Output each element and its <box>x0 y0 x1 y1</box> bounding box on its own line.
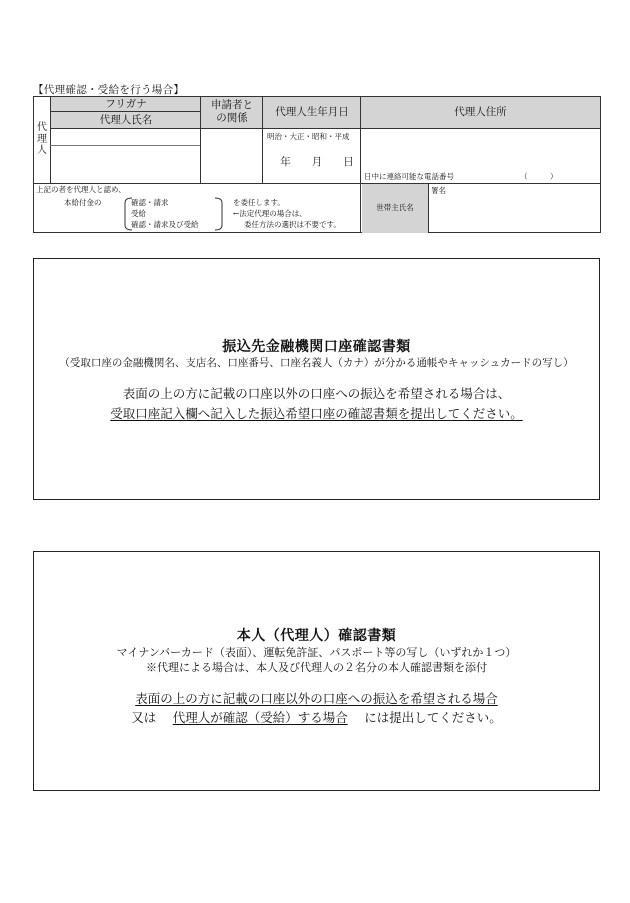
delegation-suffix2: ←法定代理の場合は、 <box>233 209 307 218</box>
phone-label: 日中に連絡可能な電話番号 <box>364 172 454 181</box>
furigana-label: フリガナ <box>105 98 147 110</box>
dob-label: 代理人生年月日 <box>275 106 349 118</box>
proxy-furigana-field[interactable] <box>51 129 200 145</box>
identity-docs-box <box>33 551 600 791</box>
delegation-prefix: 本給付金の <box>64 198 102 207</box>
proxy-table <box>33 96 601 233</box>
name-label: 代理人氏名 <box>99 114 153 126</box>
proxy-section-title: 【代理確認・受給を行う場合】 <box>33 84 185 96</box>
householder-label: 世帯主氏名 <box>376 203 414 212</box>
signature-field[interactable] <box>429 196 600 233</box>
relation-label: 申請者との関係 <box>211 99 253 125</box>
id-docs-line4-underlined: 代理人が確認（受給）する場合 <box>172 710 348 725</box>
relation-field[interactable] <box>201 129 262 183</box>
delegation-suffix3: 委任方法の選択は不要です。 <box>244 220 341 229</box>
delegation-suffix1: を委任します。 <box>233 198 285 207</box>
bank-account-docs-box <box>33 258 600 500</box>
bank-docs-heading: 振込先金融機関口座確認書類 <box>222 339 411 355</box>
proxy-side-label: 代理人 <box>37 122 47 156</box>
id-docs-line3: 表面の上の方に記載の口座以外の口座への振込を希望される場合 <box>135 691 498 706</box>
id-docs-line4-suffix: には提出してください。 <box>364 710 502 725</box>
option-confirm-request[interactable]: 確認・請求 <box>131 198 169 207</box>
era-options[interactable]: 明治・大正・昭和・平成 <box>267 132 350 141</box>
bank-docs-line2: 受取口座記入欄へ記入した振込希望口座の確認書類を提出してください。 <box>110 406 523 421</box>
id-docs-heading: 本人（代理人）確認書類 <box>236 628 397 644</box>
address-label: 代理人住所 <box>454 106 507 118</box>
proxy-name-field[interactable] <box>51 146 200 183</box>
dob-ymd[interactable]: 年 月 日 <box>280 156 354 168</box>
right-bracket-icon <box>213 197 225 231</box>
bank-docs-line1: 表面の上の方に記載の口座以外の口座への振込を希望される場合は、 <box>122 386 511 401</box>
id-docs-line4 <box>34 708 599 726</box>
signature-label: 署名 <box>431 186 446 195</box>
bank-docs-subtitle: （受取口座の金融機関名、支店名、口座番号、口座名義人（カナ）が分かる通帳やキャッシュカードの写し） <box>59 357 574 369</box>
id-docs-line4-prefix: 又は <box>131 710 157 725</box>
option-receive[interactable]: 受給 <box>131 209 146 218</box>
address-field[interactable] <box>361 129 600 169</box>
id-docs-line2: ※代理による場合は、本人及び代理人の２名分の本人確認書類を添付 <box>146 661 487 674</box>
delegation-line1: 上記の者を代理人と認め、 <box>36 185 126 194</box>
option-confirm-request-receive[interactable]: 確認・請求及び受給 <box>131 220 199 229</box>
id-docs-line1: マイナンバーカード（表面）、運転免許証、パスポート等の写し（いずれか１つ） <box>116 646 517 659</box>
phone-field[interactable]: （ ） <box>520 172 558 181</box>
